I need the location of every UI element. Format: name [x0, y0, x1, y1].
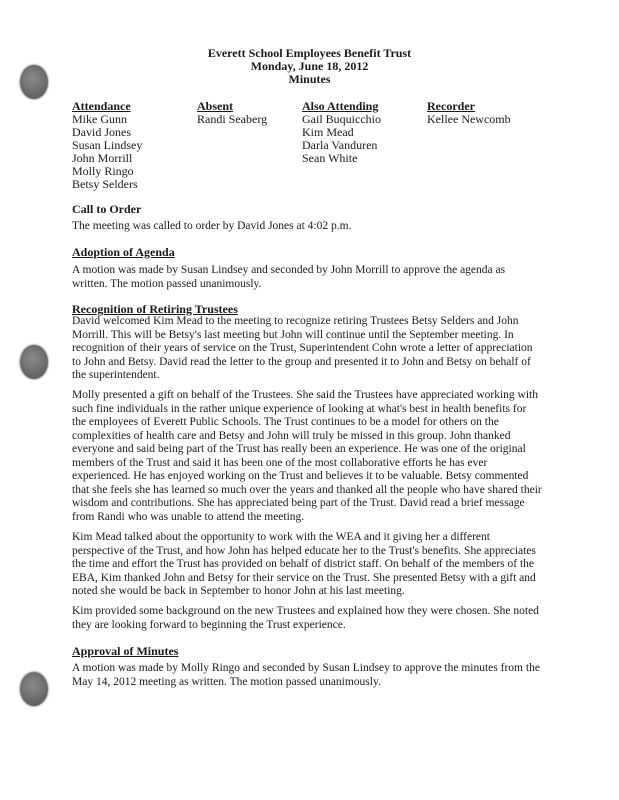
absent-heading: Absent	[197, 99, 234, 113]
recognition-paragraph-1: David welcomed Kim Mead to the meeting to recognize retiring Trustees Betsy Selders and John Morrill. This will be Betsy's last meeting but John will continue until the September meeting. In recognition of their years of service on the Trust, Superintendent Cohn wrote a letter of appreciation to John and Betsy. David read the letter to the group and presented it to John and Betsy on behalf of the superintendent.	[72, 315, 533, 381]
adoption-heading: Adoption of Agenda	[72, 245, 175, 259]
recognition-heading: Recognition of Retiring Trustees	[72, 302, 238, 316]
recorder-heading: Recorder	[427, 99, 475, 113]
recognition-paragraph-2: Molly presented a gift on behalf of the Trustees. She said the Trustees have appreciated working with such fine individuals in the rather unique experience of looking at what's best in health benefits for the employees of Everett Public Schools. The Trust continues to be a model for others on the complexities of health care and Betsy and John will truly be missed in this group. John thanked everyone and said being part of the Trust has really been an experience. He was one of the original members of the Trust and said it has been one of the most collaborative efforts he has ever experienced. He has enjoyed working on the Trust and believes it to be valuable. Betsy commented that she feels she has learned so much over the years and thanked all the people who have shared their wisdom and contributions. She has appreciated being part of the Trust. David read a brief message from Randi who was unable to attend the meeting.	[72, 389, 542, 523]
org-title: Everett School Employees Benefit Trust	[207, 46, 412, 60]
approval-text: A motion was made by Molly Ringo and seconded by Susan Lindsey to approve the minutes from the May 14, 2012 meeting as written. The motion passed unanimously.	[72, 662, 540, 688]
also-attending-column	[302, 100, 381, 165]
also-attending-heading: Also Attending	[302, 99, 379, 113]
call-to-order-text: The meeting was called to order by David Jones at 4:02 p.m.	[72, 220, 352, 232]
guest: Sean White	[302, 151, 358, 165]
attendee: Molly Ringo	[72, 164, 134, 178]
adoption-text: A motion was made by Susan Lindsey and seconded by John Morrill to approve the agenda as written. The motion passed unanimously.	[72, 264, 506, 290]
punch-hole-bottom	[20, 672, 48, 706]
punch-hole-middle	[20, 345, 48, 379]
absent-column	[197, 100, 267, 126]
guest: Darla Vanduren	[302, 138, 378, 152]
recognition-paragraph-3: Kim Mead talked about the opportunity to work with the WEA and it giving her a different perspective of the Trust, and how John has helped educate her to the Trust's benefits. She appreciates the time and effort the Trust has provided on behalf of district staff. On behalf of the members of the EBA, Kim thanked John and Betsy for their service on the Trust. She presented Betsy with a gift and noted she would be back in September to honor John at his last meeting.	[72, 531, 536, 597]
attendance-heading: Attendance	[72, 99, 131, 113]
attendee: Mike Gunn	[72, 112, 127, 126]
absent-member: Randi Seaberg	[197, 112, 268, 126]
attendance-column	[72, 100, 142, 191]
approval-heading: Approval of Minutes	[72, 644, 179, 658]
guest: Gail Buquicchio	[302, 112, 381, 126]
document-header	[0, 47, 619, 86]
attendee: David Jones	[72, 125, 131, 139]
attendee: John Morrill	[72, 151, 133, 165]
attendee: Susan Lindsey	[72, 138, 143, 152]
guest: Kim Mead	[302, 125, 354, 139]
recorder-column	[427, 100, 511, 126]
attendee: Betsy Selders	[72, 177, 138, 191]
meeting-date: Monday, June 18, 2012	[250, 59, 369, 73]
recorder-name: Kellee Newcomb	[427, 112, 511, 126]
recognition-paragraph-4: Kim provided some background on the new Trustees and explained how they were chosen. She noted they are looking forward to beginning the Trust experience.	[72, 605, 539, 631]
call-to-order-heading: Call to Order	[72, 202, 142, 216]
doc-type: Minutes	[288, 72, 331, 86]
